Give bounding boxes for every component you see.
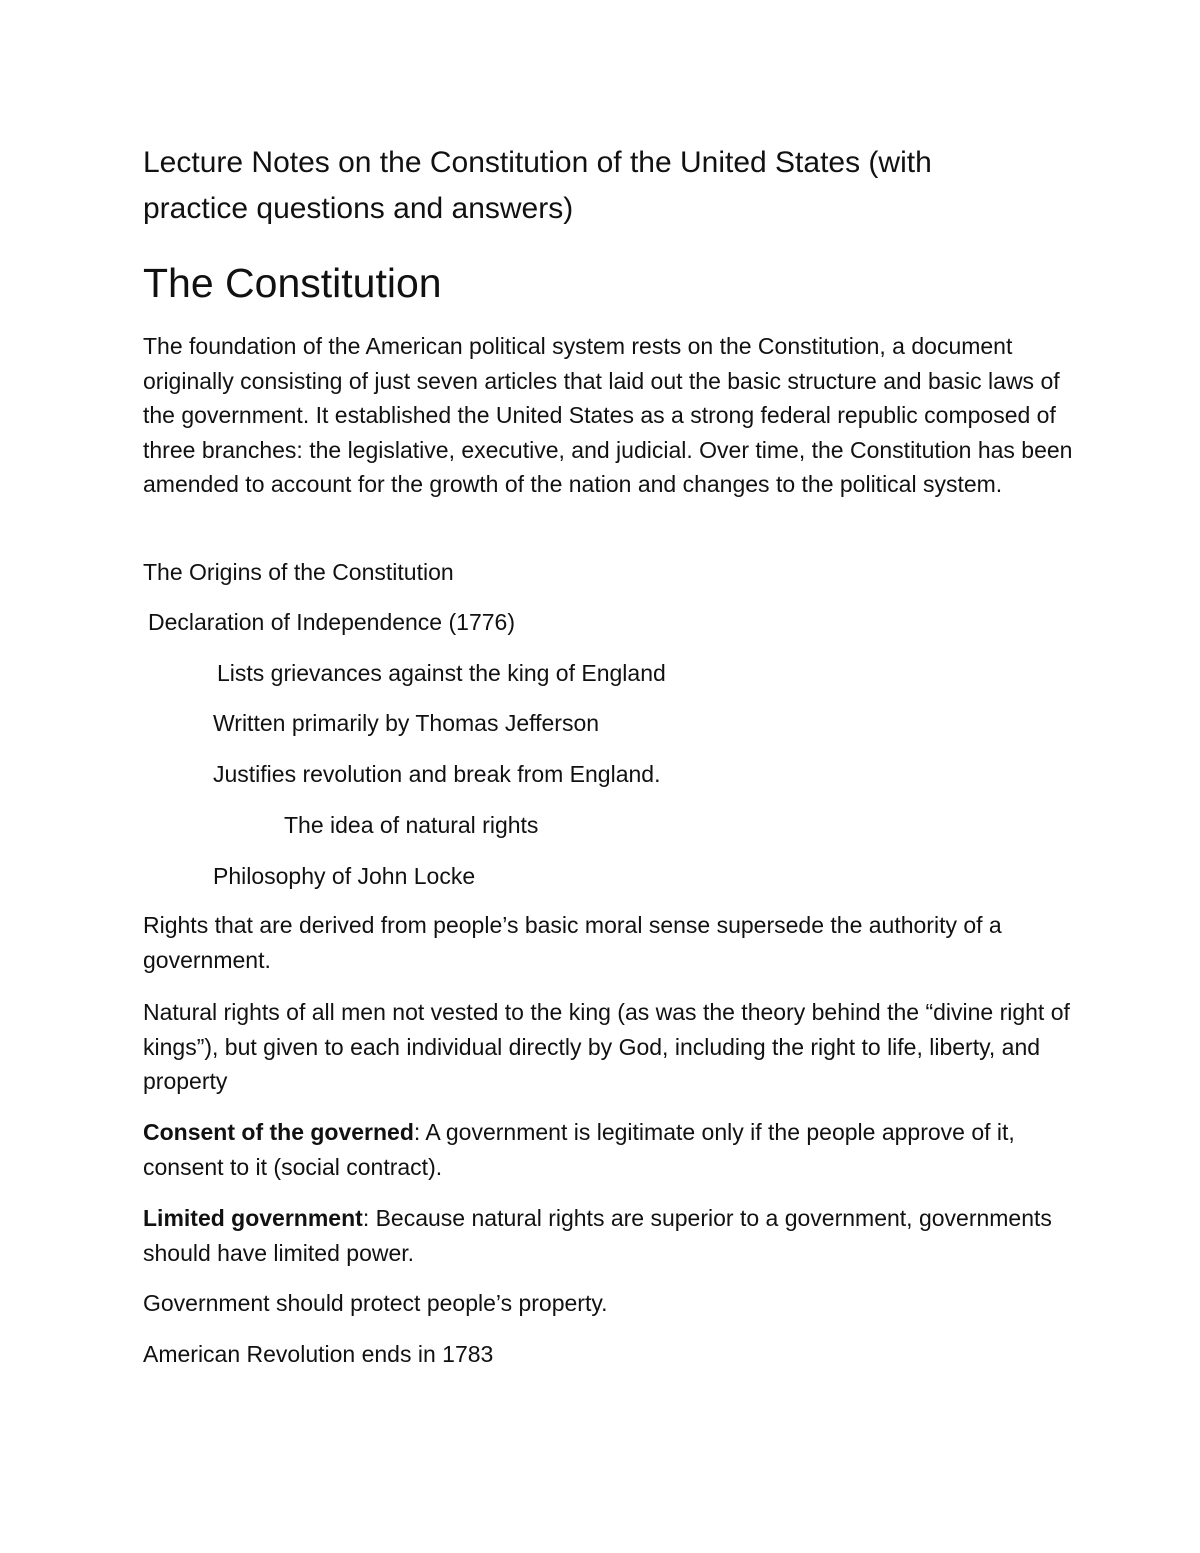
section-heading: The Constitution xyxy=(143,260,442,306)
rights-derived-paragraph: Rights that are derived from people’s basic moral sense supersede the authority of a government. xyxy=(143,912,1002,973)
intro-paragraph: The foundation of the American political system rests on the Constitution, a document originally consisting of just seven articles that laid out the basic structure and basic laws of the government. It established the United States as a strong federal republic composed of three branches: the legislative, executive, and judicial. Over time, the Constitution has been amended to account for the growth of the nation and changes to the political system. xyxy=(143,333,1073,497)
consent-text: : A government is legitimate only if the people approve of it, consent to it (social contract). xyxy=(143,1119,1015,1180)
list-item: Justifies revolution and break from England. xyxy=(213,761,661,787)
document-title: Lecture Notes on the Constitution of the United States (with practice questions and answers) xyxy=(143,146,932,225)
list-item: Philosophy of John Locke xyxy=(213,863,476,889)
declaration-line: Declaration of Independence (1776) xyxy=(148,609,515,635)
natural-rights-paragraph: Natural rights of all men not vested to the king (as was the theory behind the “divine right of kings”), but given to each individual directly by God, including the right to life, liberty, and property xyxy=(143,999,1070,1094)
limited-government-paragraph xyxy=(143,1201,1073,1270)
list-item: The idea of natural rights xyxy=(284,812,539,838)
list-item: Written primarily by Thomas Jefferson xyxy=(213,710,600,736)
protect-property-line: Government should protect people’s property. xyxy=(143,1290,608,1316)
limited-term: Limited government xyxy=(143,1205,363,1231)
list-item: Lists grievances against the king of England xyxy=(217,660,666,686)
revolution-line: American Revolution ends in 1783 xyxy=(143,1341,494,1367)
consent-paragraph xyxy=(143,1115,1073,1184)
limited-text: : Because natural rights are superior to a government, governments should have limited power. xyxy=(143,1205,1052,1266)
consent-term: Consent of the governed xyxy=(143,1119,414,1145)
origins-heading: The Origins of the Constitution xyxy=(143,559,454,585)
